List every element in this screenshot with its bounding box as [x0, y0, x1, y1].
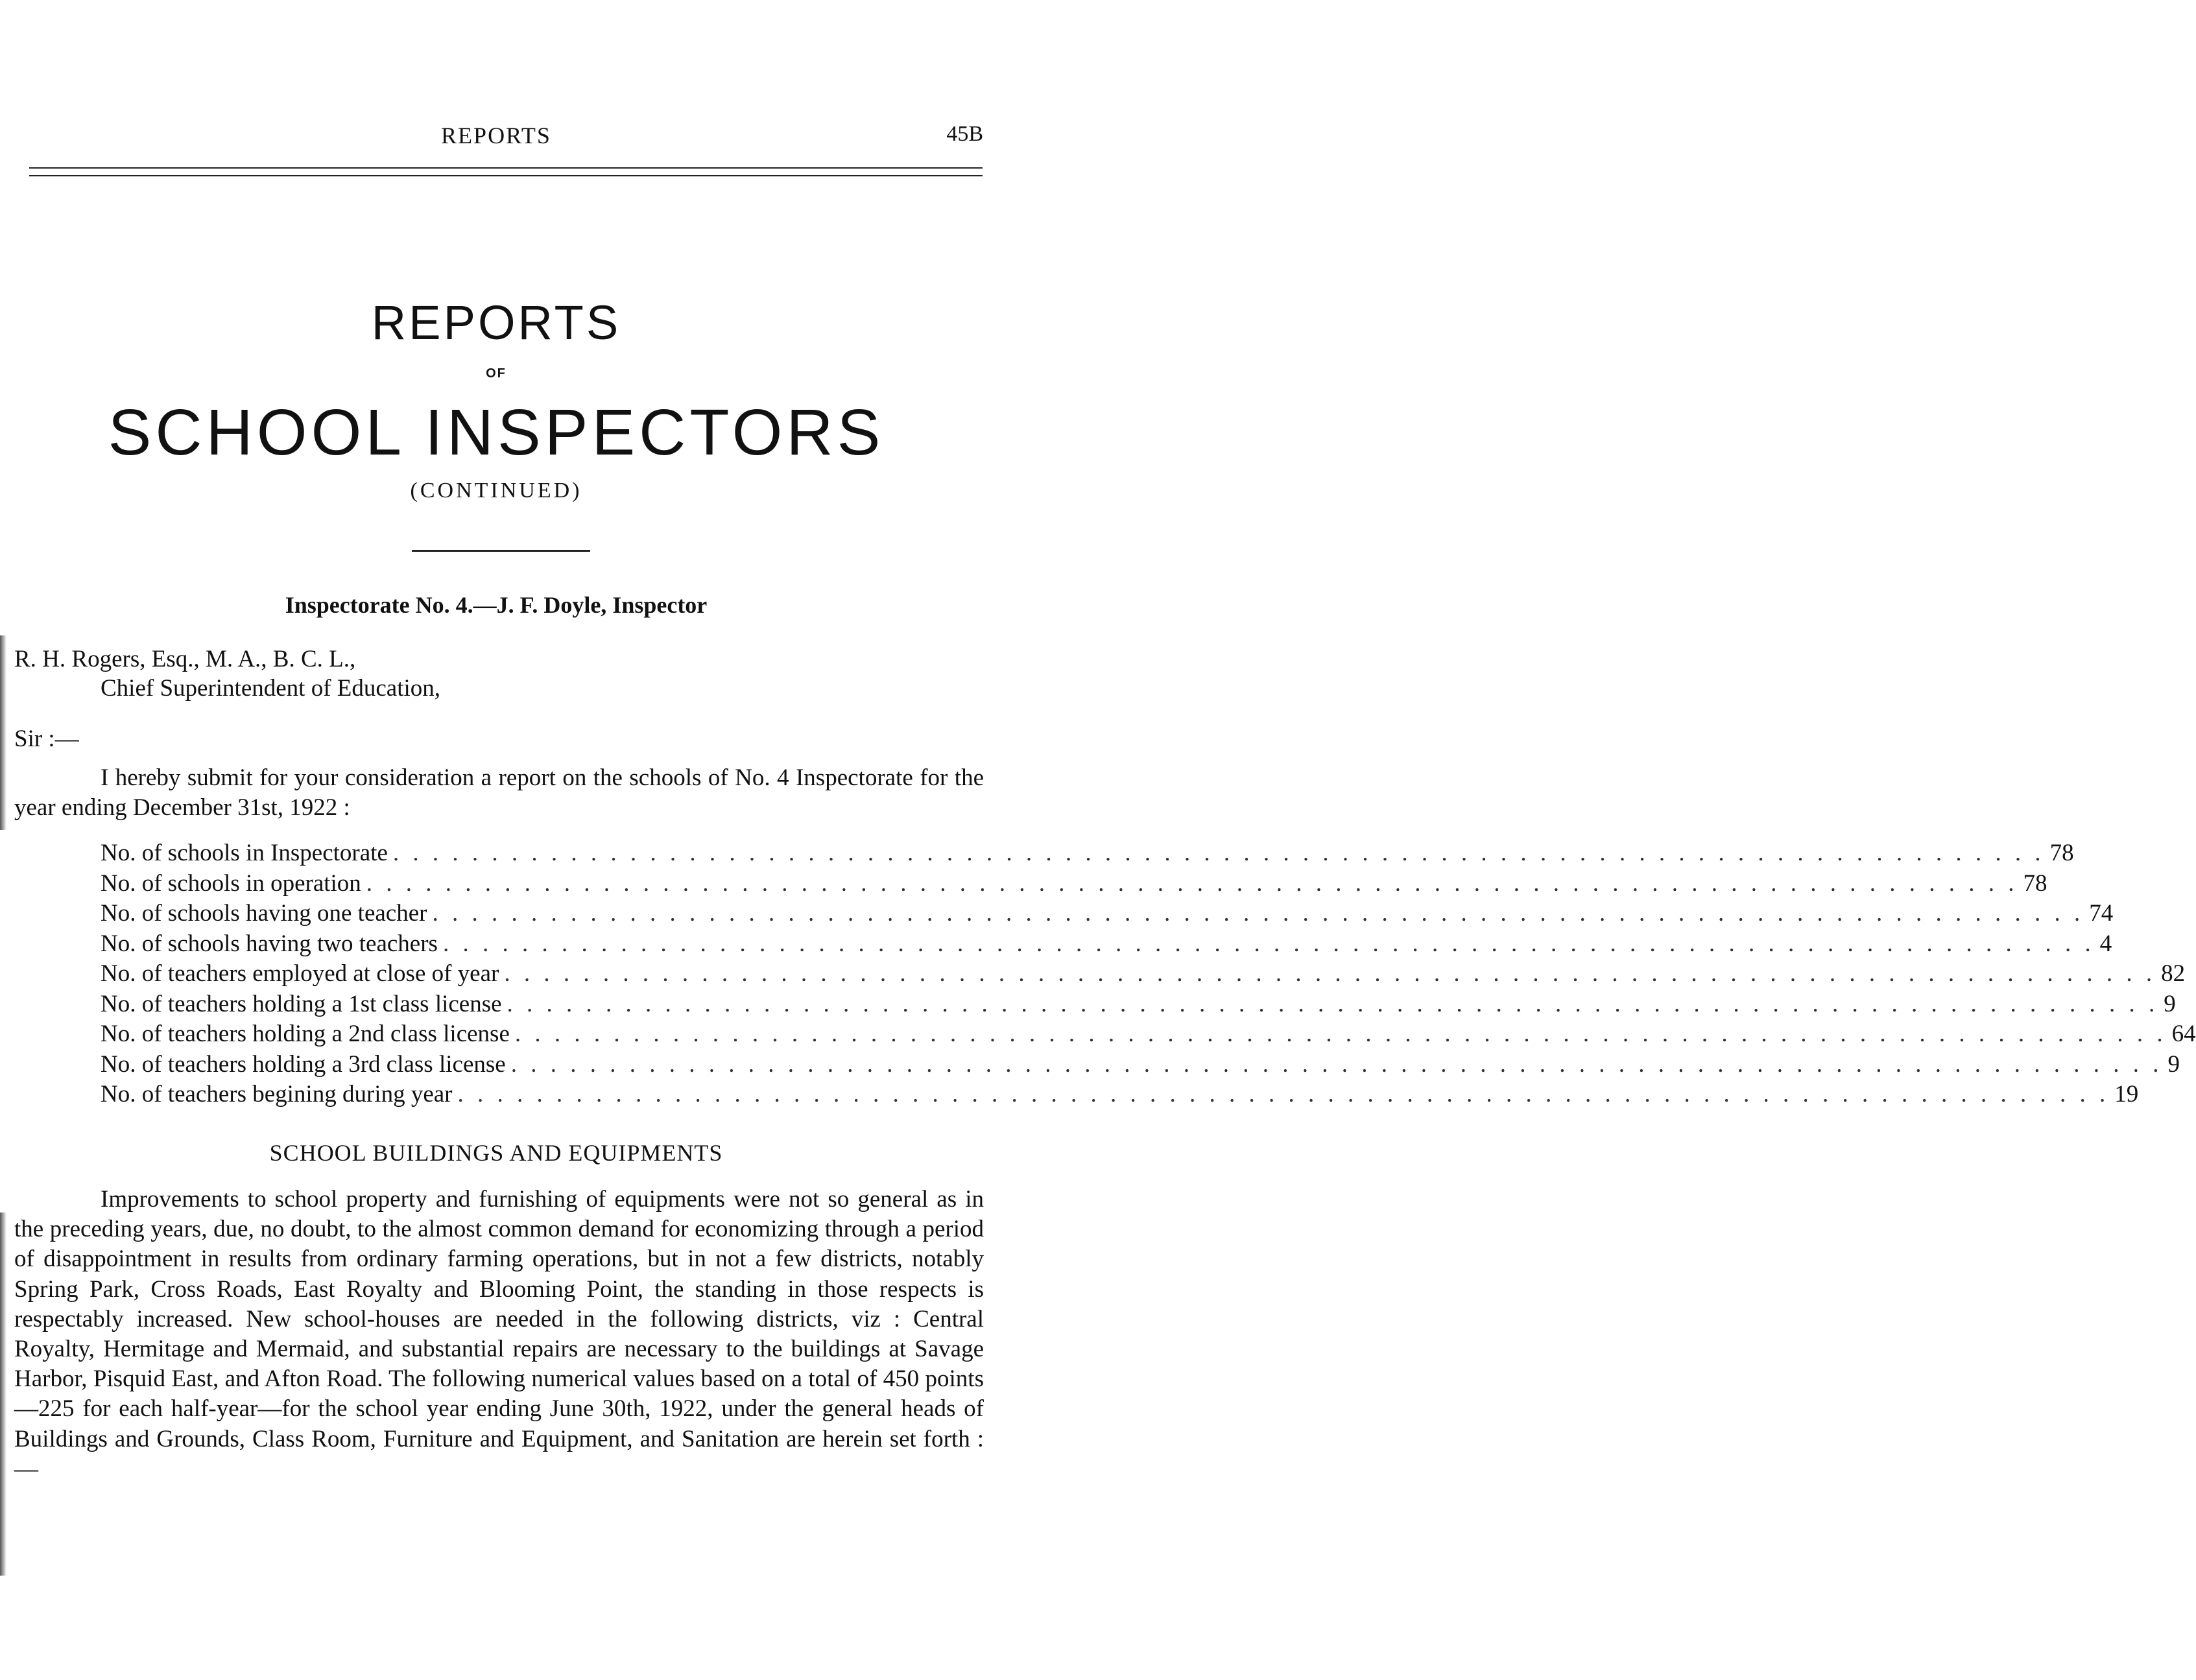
- statistics-label: No. of schools in operation: [101, 870, 361, 897]
- inspectorate-heading: Inspectorate No. 4.—J. F. Doyle, Inspector: [285, 592, 708, 618]
- statistics-row: [101, 1020, 2196, 1050]
- leader-dots: . . . . . . . . . . . . . . . . . . . . . . . . . . . . . . . . . . . . . . . . . . . . . . . . . . . . . . . . . . . . . . . . . . . . . . . . . . . . . . . . . . . .: [514, 1021, 2167, 1047]
- header-double-rule: [29, 167, 983, 176]
- statistics-list: [101, 839, 2196, 1111]
- statistics-row: [101, 960, 2186, 990]
- leader-dots: . . . . . . . . . . . . . . . . . . . . . . . . . . . . . . . . . . . . . . . . . . . . . . . . . . . . . . . . . . . . . . . . . . . . . . . . . . . . . . . . . . . .: [507, 990, 2159, 1017]
- statistics-label: No. of teachers holding a 3rd class license: [101, 1050, 506, 1078]
- title-continued: (CONTINUED): [410, 479, 582, 503]
- statistics-value: 9: [2167, 1050, 2180, 1078]
- statistics-value: 78: [2023, 870, 2047, 897]
- leader-dots: . . . . . . . . . . . . . . . . . . . . . . . . . . . . . . . . . . . . . . . . . . . . . . . . . . . . . . . . . . . . . . . . . . . . . . . . . . . . . . . . . . . .: [432, 900, 2084, 927]
- statistics-label: No. of teachers holding a 2nd class license: [101, 1021, 510, 1047]
- statistics-value: 64: [2171, 1021, 2196, 1047]
- body-paragraph: Improvements to school property and furnishing of equipments were not so general as in the preceding years, due, no doubt, to the almost common demand for economizing through a period of disappointment in results from ordinary farming operations, but in not a few districts, notably Spring Park, Cross Roads, East Royalty and Blooming Point, the standing in those respects is respectably increased. New school-houses are needed in the following districts, viz : Central Royalty, Hermitage and Mermaid, and substantial repairs are necessary to the buildings at Savage Harbor, Pisquid East, and Afton Road. The following numerical values based on a total of 450 points—225 for each half-year—for the school year ending June 30th, 1922, under the general heads of Buildings and Grounds, Class Room, Furniture and Equipment, and Sanitation are herein set forth :—: [14, 1186, 984, 1482]
- statistics-row: [101, 1050, 2180, 1081]
- statistics-label: No. of teachers begining during year: [101, 1081, 453, 1107]
- statistics-label: No. of schools having two teachers: [101, 930, 438, 957]
- statistics-row: [101, 930, 2112, 960]
- intro-paragraph: I hereby submit for your consideration a report on the schools of No. 4 Inspectorate for the year ending December 31st, 1922 :: [14, 764, 984, 821]
- title-of: OF: [486, 366, 507, 381]
- leader-dots: . . . . . . . . . . . . . . . . . . . . . . . . . . . . . . . . . . . . . . . . . . . . . . . . . . . . . . . . . . . . . . . . . . . . . . . . . . . . . . . . . . . .: [504, 960, 2156, 987]
- leader-dots: . . . . . . . . . . . . . . . . . . . . . . . . . . . . . . . . . . . . . . . . . . . . . . . . . . . . . . . . . . . . . . . . . . . . . . . . . . . . . . . . . . . .: [366, 870, 2018, 897]
- running-header-title: REPORTS: [441, 123, 551, 148]
- statistics-value: 74: [2089, 900, 2114, 927]
- addressee-name: R. H. Rogers, Esq., M. A., B. C. L.,: [14, 646, 356, 672]
- page-number: 45B: [946, 122, 983, 146]
- title-reports: REPORTS: [371, 296, 621, 349]
- statistics-row: [101, 839, 2074, 870]
- leader-dots: . . . . . . . . . . . . . . . . . . . . . . . . . . . . . . . . . . . . . . . . . . . . . . . . . . . . . . . . . . . . . . . . . . . . . . . . . . . . . . . . . . . .: [442, 930, 2095, 957]
- binding-shadow: [0, 635, 6, 830]
- running-header: [0, 122, 1077, 154]
- statistics-row: [101, 1080, 2139, 1111]
- leader-dots: . . . . . . . . . . . . . . . . . . . . . . . . . . . . . . . . . . . . . . . . . . . . . . . . . . . . . . . . . . . . . . . . . . . . . . . . . . . . . . . . . . . .: [457, 1081, 2110, 1107]
- section-heading: SCHOOL BUILDINGS AND EQUIPMENTS: [269, 1140, 723, 1166]
- statistics-label: No. of schools in Inspectorate: [101, 840, 388, 866]
- statistics-row: [101, 899, 2114, 930]
- statistics-row: [101, 870, 2047, 900]
- leader-dots: . . . . . . . . . . . . . . . . . . . . . . . . . . . . . . . . . . . . . . . . . . . . . . . . . . . . . . . . . . . . . . . . . . . . . . . . . . . . . . . . . . . .: [392, 840, 2045, 866]
- statistics-label: No. of schools having one teacher: [101, 900, 427, 927]
- addressee-title: Chief Superintendent of Education,: [101, 675, 441, 702]
- salutation: Sir :—: [14, 726, 79, 752]
- statistics-label: No. of teachers holding a 1st class license: [101, 990, 502, 1017]
- binding-shadow: [0, 1213, 6, 1576]
- leader-dots: . . . . . . . . . . . . . . . . . . . . . . . . . . . . . . . . . . . . . . . . . . . . . . . . . . . . . . . . . . . . . . . . . . . . . . . . . . . . . . . . . . . .: [510, 1050, 2163, 1078]
- statistics-value: 82: [2161, 960, 2186, 987]
- statistics-value: 9: [2164, 990, 2176, 1017]
- statistics-value: 19: [2114, 1081, 2139, 1107]
- statistics-value: 78: [2049, 840, 2074, 866]
- title-school-inspectors: SCHOOL INSPECTORS: [108, 396, 885, 469]
- statistics-row: [101, 990, 2176, 1021]
- title-divider-rule: [412, 550, 590, 552]
- statistics-value: 4: [2099, 930, 2112, 957]
- statistics-label: No. of teachers employed at close of year: [101, 960, 499, 987]
